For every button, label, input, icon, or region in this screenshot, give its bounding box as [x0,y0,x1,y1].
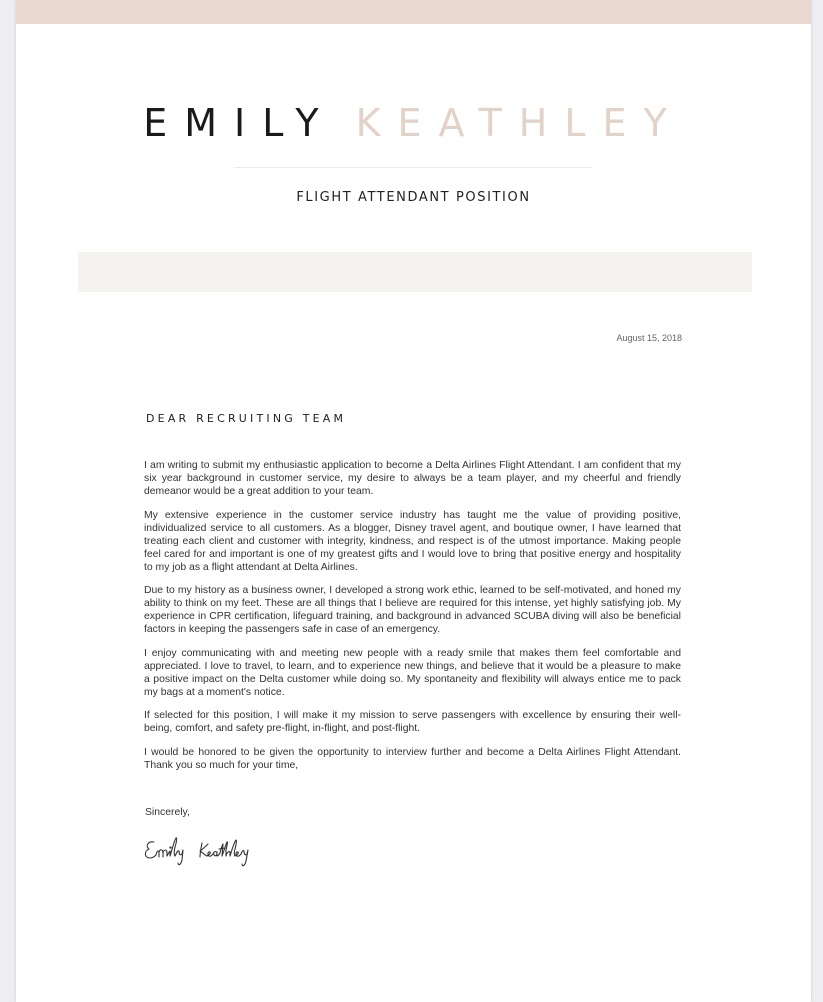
applicant-name [16,98,811,148]
handwritten-signature [140,832,280,872]
body-paragraph: Due to my history as a business owner, I developed a strong work ethic, learned to be self-motivated, and honed my ability to think on my feet. These are all things that I believe are required for this intense, yet highly satisfying job. My experience in CPR certification, lifeguard training, and background in advanced SCUBA diving will also be beneficial factors in keeping the passengers safe in case of an emergency. [144,585,681,635]
letter-date: August 15, 2018 [616,333,682,343]
body-paragraph: If selected for this position, I will make it my mission to serve passengers with excellence by ensuring their well-being, comfort, and safety pre-flight, in-flight, and post-flight. [144,710,681,734]
first-name: EMILY [143,101,336,145]
salutation: DEAR RECRUITING TEAM [146,412,347,425]
signature-drawing [140,832,280,872]
letter-page [16,0,811,1002]
top-color-band [16,0,811,24]
body-paragraph: My extensive experience in the customer service industry has taught me the value of providing positive, individualized service to all customers. As a blogger, Disney travel agent, and boutique owner, I have learned that treating each client and customer with integrity, kindness, and respect is of the utmost importance. Making people feel cared for and important is one of my greatest gifts and I would love to bring that positive energy and hospitality to my job as a flight attendant at Delta Airlines. [144,509,681,573]
letter-body [144,459,681,782]
body-paragraph: I would be honored to be given the opportunity to interview further and become a Delta Airlines Flight Attendant. Thank you so much for your time, [144,746,681,771]
body-paragraph: I enjoy communicating with and meeting new people with a ready smile that makes them feel comfortable and appreciated. I love to travel, to learn, and to experience new things, and believe that it would be a pleasure to make a positive impact on the Delta customer while doing so. My spontaneity and flexibility will always entice me to pack my bags at a moment's notice. [144,647,681,698]
position-title: FLIGHT ATTENDANT POSITION [296,190,531,205]
body-paragraph: I am writing to submit my enthusiastic application to become a Delta Airlines Flight Attendant. I am confident that my six year background in customer service, my desire to always be a team player, and my cheerful and friendly demeanor would be a great addition to your team. [144,460,681,497]
last-name: KEATHLEY [355,101,684,145]
closing: Sincerely, [145,807,190,818]
shaded-bar [78,252,752,292]
name-divider [234,167,592,168]
